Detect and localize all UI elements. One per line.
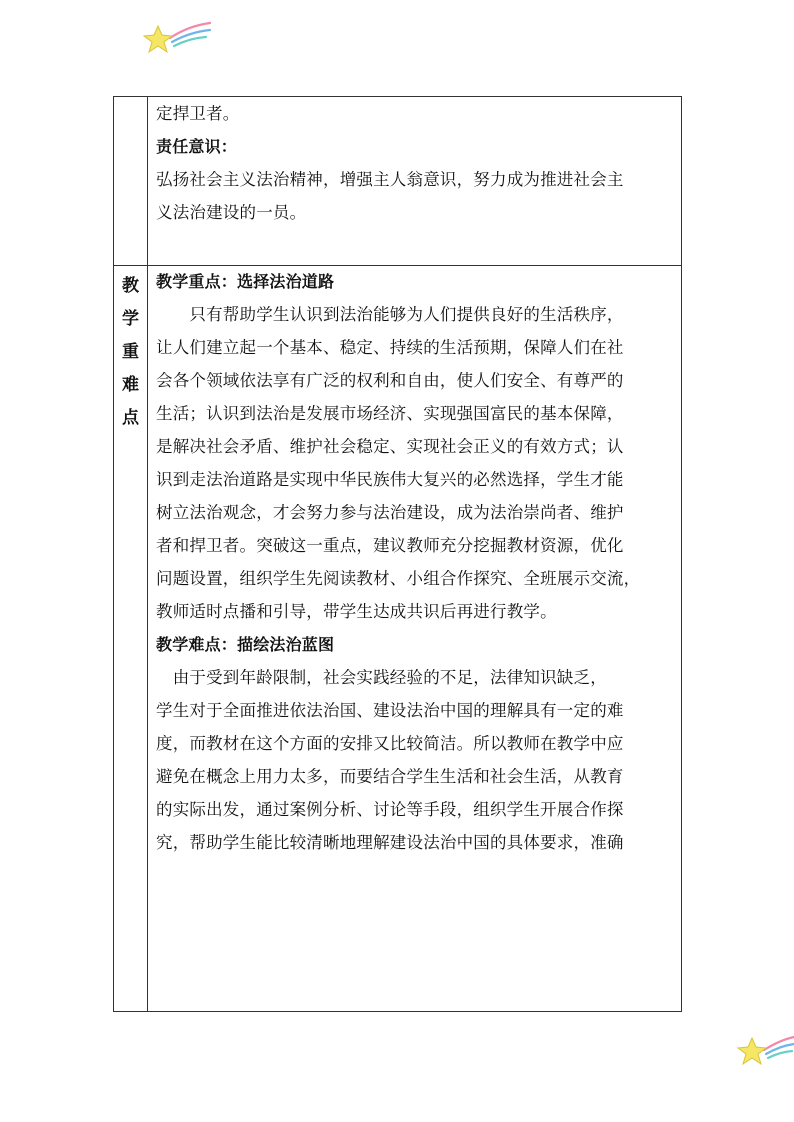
text-line: 树立法治观念，才会努力参与法治建设，成为法治崇尚者、维护 — [156, 503, 624, 522]
row-content-cell — [148, 265, 681, 1011]
section-heading: 教学重点：选择法治道路 — [156, 272, 335, 291]
text-line: 问题设置，组织学生先阅读教材、小组合作探究、全班展示交流， — [156, 569, 641, 588]
shooting-star-icon — [734, 1030, 794, 1070]
text-line: 究，帮助学生能比较清晰地理解建设法治中国的具体要求，准确 — [156, 833, 624, 852]
text-line: 避免在概念上用力太多，而要结合学生生活和社会生活，从教育 — [156, 767, 624, 786]
shooting-star-icon — [140, 18, 212, 58]
text-line: 是解决社会矛盾、维护社会稳定、实现社会正义的有效方式；认 — [156, 437, 624, 456]
text-line: 生活；认识到法治是发展市场经济、实现强国富民的基本保障， — [156, 404, 624, 423]
table-row — [114, 97, 681, 266]
section-heading: 责任意识： — [156, 137, 238, 156]
text-line: 度，而教材在这个方面的安排又比较简洁。所以教师在教学中应 — [156, 734, 624, 753]
section-heading: 教学难点：描绘法治蓝图 — [156, 635, 335, 654]
row-label-char: 重 — [122, 342, 139, 362]
row-content-cell — [148, 97, 681, 265]
row-label-char: 点 — [122, 408, 139, 428]
row-label-char: 学 — [122, 309, 139, 329]
text-line: 的实际出发，通过案例分析、讨论等手段，组织学生开展合作探 — [156, 800, 624, 819]
text-line: 只有帮助学生认识到法治能够为人们提供良好的生活秩序， — [156, 305, 624, 324]
text-line: 会各个领域依法享有广泛的权利和自由，使人们安全、有尊严的 — [156, 371, 624, 390]
text-line: 让人们建立起一个基本、稳定、持续的生活预期，保障人们在社 — [156, 338, 624, 357]
row-label-char: 难 — [122, 375, 139, 395]
text-line: 由于受到年龄限制，社会实践经验的不足，法律知识缺乏， — [156, 668, 607, 687]
table-row — [114, 265, 681, 1011]
text-line: 学生对于全面推进依法治国、建设法治中国的理解具有一定的难 — [156, 701, 624, 720]
text-line: 定捍卫者。 — [156, 104, 240, 123]
text-line: 义法治建设的一员。 — [156, 203, 307, 222]
row-label-cell — [114, 97, 148, 265]
row-label-char: 教 — [122, 276, 139, 296]
lesson-plan-table — [113, 96, 682, 1012]
row-label-cell — [114, 265, 148, 1011]
text-line: 教师适时点播和引导，带学生达成共识后再进行教学。 — [156, 602, 557, 621]
text-line: 者和捍卫者。突破这一重点，建议教师充分挖掘教材资源，优化 — [156, 536, 624, 555]
text-line: 弘扬社会主义法治精神，增强主人翁意识，努力成为推进社会主 — [156, 170, 624, 189]
text-line: 识到走法治道路是实现中华民族伟大复兴的必然选择，学生才能 — [156, 470, 624, 489]
